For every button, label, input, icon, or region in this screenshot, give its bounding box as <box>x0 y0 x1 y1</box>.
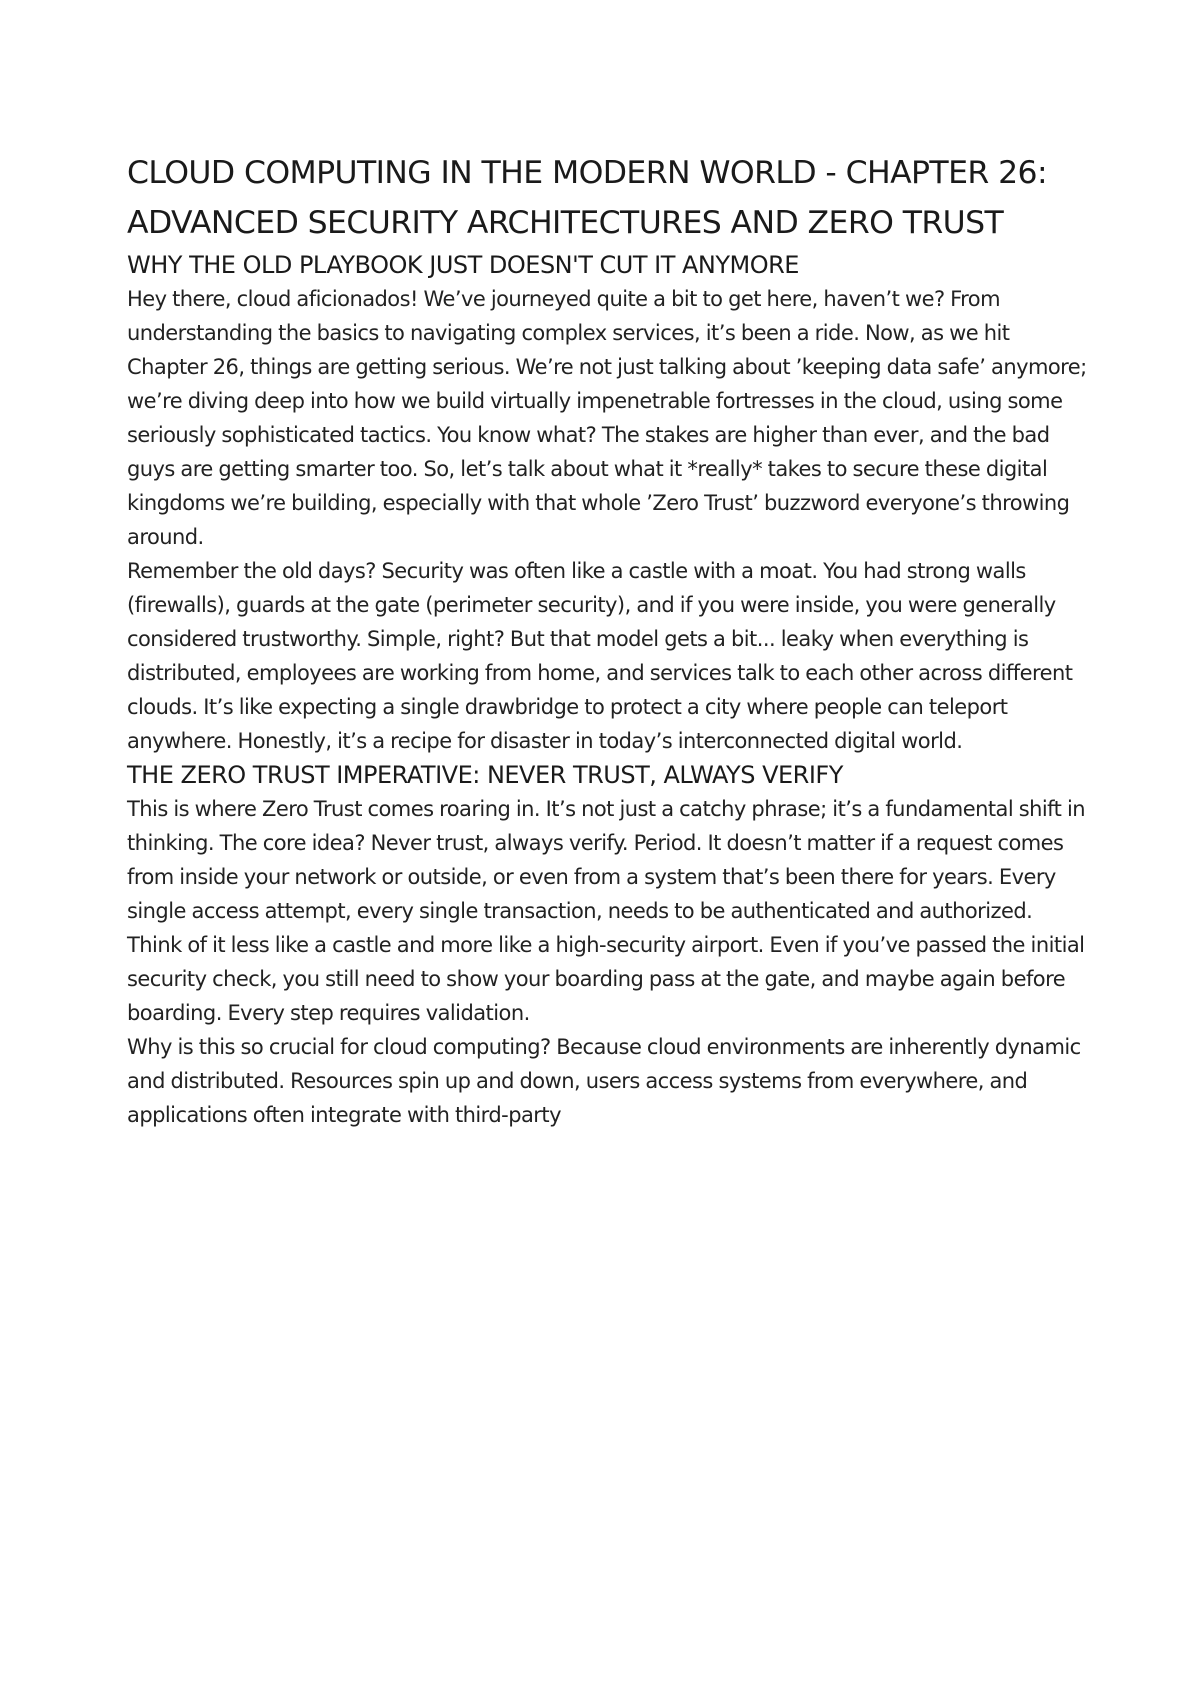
section-heading: WHY THE OLD PLAYBOOK JUST DOESN'T CUT IT ANYMORE <box>127 251 799 279</box>
paragraph: Why is this so crucial for cloud computing? Because cloud environments are inherently dynamic and distributed. Resources spin up and down, users access systems from everywhere, and applications often integrate with third-party <box>127 1035 1081 1127</box>
section-old-playbook <box>127 248 1087 758</box>
paragraph: Remember the old days? Security was often like a castle with a moat. You had strong walls (firewalls), guards at the gate (perimeter security), and if you were inside, you were generally considered trustworthy. Simple, right? But that model gets a bit... leaky when everything is distributed, employees are working from home, and services talk to each other across different clouds. It’s like expecting a single drawbridge to protect a city where people can teleport anywhere. Honestly, it’s a recipe for disaster in today’s interconnected digital world. <box>127 559 1073 753</box>
section-zero-trust-imperative <box>127 758 1087 1132</box>
document-page <box>127 148 1087 1132</box>
section-heading: THE ZERO TRUST IMPERATIVE: NEVER TRUST, ALWAYS VERIFY <box>127 761 843 789</box>
paragraph: This is where Zero Trust comes roaring in. It’s not just a catchy phrase; it’s a fundamental shift in thinking. The core idea? Never trust, always verify. Period. It doesn’t matter if a request comes from inside your network or outside, or even from a system that’s been there for years. Every single access attempt, every single transaction, needs to be authenticated and authorized. Think of it less like a castle and more like a high-security airport. Even if you’ve passed the initial security check, you still need to show your boarding pass at the gate, and maybe again before boarding. Every step requires validation. <box>127 797 1086 1025</box>
document-title: CLOUD COMPUTING IN THE MODERN WORLD - CHAPTER 26: ADVANCED SECURITY ARCHITECTURES AND ZERO TRUST <box>127 155 1047 241</box>
paragraph: Hey there, cloud aficionados! We’ve journeyed quite a bit to get here, haven’t we? From understanding the basics to navigating complex services, it’s been a ride. Now, as we hit Chapter 26, things are getting serious. We’re not just talking about ’keeping data safe’ anymore; we’re diving deep into how we build virtually impenetrable fortresses in the cloud, using some seriously sophisticated tactics. You know what? The stakes are higher than ever, and the bad guys are getting smarter too. So, let’s talk about what it *really* takes to secure these digital kingdoms we’re building, especially with that whole ’Zero Trust’ buzzword everyone’s throwing around. <box>127 287 1087 549</box>
